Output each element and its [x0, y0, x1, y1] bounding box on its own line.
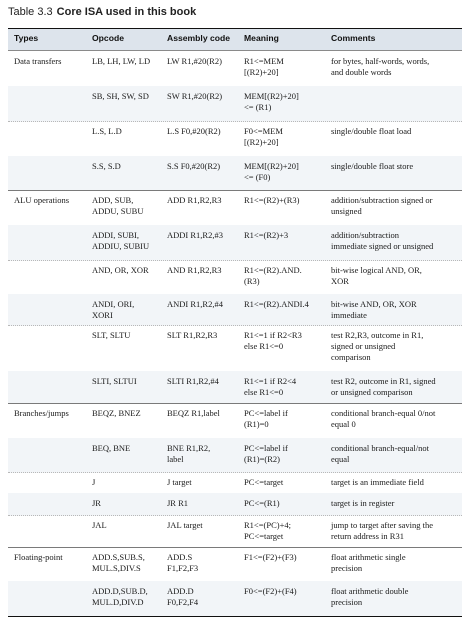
- row-opcode: ANDI, ORI, XORI: [92, 299, 135, 320]
- table-row: [8, 515, 462, 548]
- table-row: [8, 260, 462, 295]
- row-meaning: PC<=target: [244, 477, 284, 487]
- row-meaning: R1<=1 if R2<R3 else R1<=0: [244, 330, 302, 351]
- row-assembly-code: AND R1,R2,R3: [167, 265, 222, 275]
- table-row: [8, 190, 462, 226]
- row-comments: target is an immediate field: [331, 477, 424, 487]
- row-meaning: R1<=(R2).AND. (R3): [244, 265, 302, 286]
- row-opcode: ADD, SUB, ADDU, SUBU: [92, 195, 144, 216]
- row-comments: addition/subtraction immediate signed or unsigned: [331, 230, 434, 251]
- table-row: [8, 156, 462, 191]
- row-opcode: BEQZ, BNEZ: [92, 408, 141, 418]
- row-opcode: ADDI, SUBI, ADDIU, SUBIU: [92, 230, 150, 251]
- row-meaning: MEM[(R2)+20] <= (R1): [244, 91, 299, 112]
- row-opcode: ADD.S,SUB.S, MUL.S,DIV.S: [92, 552, 145, 573]
- row-comments: for bytes, half-words, words, and double words: [331, 56, 430, 77]
- row-meaning: F0<=(F2)+(F4): [244, 586, 297, 596]
- table-row: [8, 547, 462, 582]
- row-assembly-code: ADD.D F0,F2,F4: [167, 586, 199, 607]
- row-assembly-code: BEQZ R1,label: [167, 408, 220, 418]
- row-assembly-code: S.S F0,#20(R2): [167, 161, 221, 171]
- row-comments: conditional branch-equal 0/not equal 0: [331, 408, 436, 429]
- row-meaning: R1<=1 if R2<4 else R1<=0: [244, 376, 297, 397]
- row-opcode: L.S, L.D: [92, 126, 122, 136]
- row-assembly-code: ANDI R1,R2,#4: [167, 299, 223, 309]
- row-meaning: R1<=(R2)+3: [244, 230, 289, 240]
- caption-title: Core ISA used in this book: [56, 6, 197, 18]
- row-meaning: R1<=(R2)+(R3): [244, 195, 300, 205]
- row-opcode: SLTI, SLTUI: [92, 376, 137, 386]
- row-comments: target is in register: [331, 498, 395, 508]
- row-meaning: MEM[(R2)+20] <= (F0): [244, 161, 299, 182]
- row-opcode: ADD.D,SUB.D, MUL.D,DIV.D: [92, 586, 148, 607]
- row-assembly-code: LW R1,#20(R2): [167, 56, 222, 66]
- row-type: ALU operations: [14, 195, 70, 205]
- row-comments: jump to target after saving the return address in R31: [331, 520, 434, 541]
- row-assembly-code: ADD R1,R2,R3: [167, 195, 222, 205]
- caption-number: Table 3.3: [8, 6, 53, 18]
- row-type: Data transfers: [14, 56, 62, 66]
- table-row: [8, 325, 462, 372]
- row-comments: addition/subtraction signed or unsigned: [331, 195, 433, 216]
- row-meaning: PC<=label if (R1)=0: [244, 408, 288, 429]
- row-opcode: SLT, SLTU: [92, 330, 131, 340]
- row-assembly-code: SLT R1,R2,R3: [167, 330, 218, 340]
- row-assembly-code: JR R1: [167, 498, 189, 508]
- row-comments: bit-wise logical AND, OR, XOR: [331, 265, 422, 286]
- row-meaning: PC<=label if (R1)=(R2): [244, 443, 288, 464]
- row-assembly-code: J target: [167, 477, 192, 487]
- row-assembly-code: ADD.S F1,F2,F3: [167, 552, 199, 573]
- table-caption: [8, 6, 196, 18]
- table-row: [8, 121, 462, 157]
- row-opcode: JR: [92, 498, 101, 508]
- header-opcode: Opcode: [92, 33, 124, 43]
- row-meaning: R1<=MEM [(R2)+20]: [244, 56, 284, 77]
- row-comments: conditional branch-equal/not equal: [331, 443, 429, 464]
- table-header: [8, 29, 462, 51]
- table-row: [8, 225, 462, 261]
- row-opcode: JAL: [92, 520, 107, 530]
- row-comments: float arithmetic single precision: [331, 552, 406, 573]
- table-row: [8, 51, 462, 87]
- row-opcode: S.S, S.D: [92, 161, 121, 171]
- row-type: Floating-point: [14, 552, 63, 562]
- row-comments: test R2, outcome in R1, signed or unsigned comparison: [331, 376, 436, 397]
- header-comments: Comments: [331, 33, 376, 43]
- row-assembly-code: SW R1,#20(R2): [167, 91, 223, 101]
- row-type: Branches/jumps: [14, 408, 69, 418]
- row-comments: float arithmetic double precision: [331, 586, 409, 607]
- row-opcode: SB, SH, SW, SD: [92, 91, 149, 101]
- row-assembly-code: L.S F0,#20(R2): [167, 126, 221, 136]
- row-meaning: PC<=(R1): [244, 498, 280, 508]
- row-meaning: F0<=MEM [(R2)+20]: [244, 126, 283, 147]
- row-assembly-code: SLTI R1,R2,#4: [167, 376, 219, 386]
- table-row: [8, 371, 462, 404]
- row-comments: bit-wise AND, OR, XOR immediate: [331, 299, 417, 320]
- row-assembly-code: JAL target: [167, 520, 203, 530]
- header-types: Types: [14, 33, 39, 43]
- table-row: [8, 581, 462, 617]
- table-row: [8, 472, 462, 494]
- header-assembly-code: Assembly code: [167, 33, 231, 43]
- table-row: [8, 86, 462, 122]
- row-opcode: LB, LH, LW, LD: [92, 56, 151, 66]
- row-assembly-code: BNE R1,R2, label: [167, 443, 211, 464]
- table-row: [8, 438, 462, 473]
- row-meaning: R1<=(R2).ANDI.4: [244, 299, 309, 309]
- row-assembly-code: ADDI R1,R2,#3: [167, 230, 223, 240]
- table-row: [8, 403, 462, 439]
- table-row: [8, 294, 462, 326]
- header-meaning: Meaning: [244, 33, 279, 43]
- row-meaning: R1<=(PC)+4; PC<=target: [244, 520, 291, 541]
- row-meaning: F1<=(F2)+(F3): [244, 552, 297, 562]
- row-comments: single/double float load: [331, 126, 412, 136]
- row-opcode: AND, OR, XOR: [92, 265, 149, 275]
- table-row: [8, 493, 462, 516]
- row-opcode: BEQ, BNE: [92, 443, 131, 453]
- row-comments: single/double float store: [331, 161, 414, 171]
- row-comments: test R2,R3, outcome in R1, signed or unsigned comparison: [331, 330, 424, 362]
- row-opcode: J: [92, 477, 96, 487]
